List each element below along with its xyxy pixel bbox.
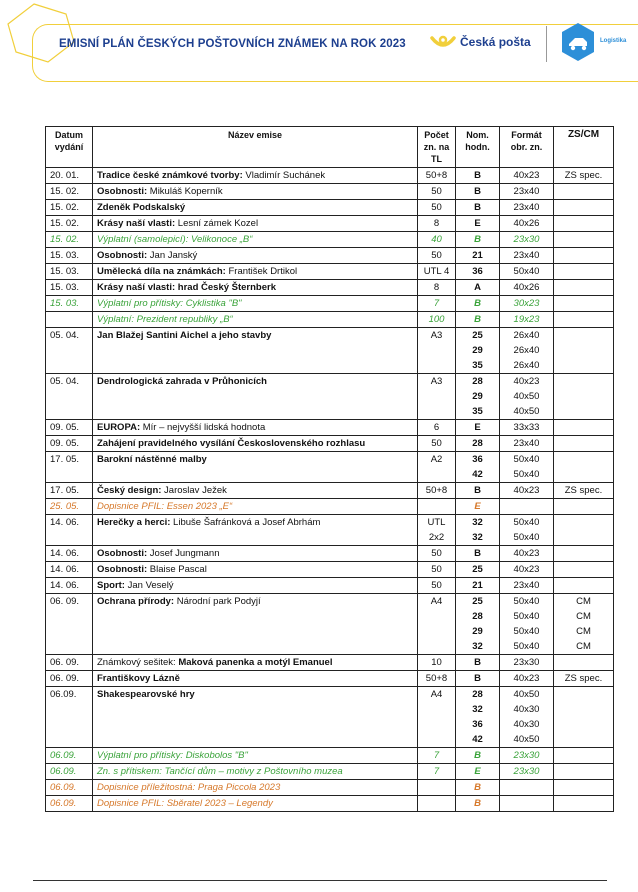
cell-format: 50x40 50x40: [500, 452, 554, 483]
cell-date: 14. 06.: [46, 578, 93, 594]
cell-name: [93, 264, 418, 280]
cell-format: 40x23: [500, 546, 554, 562]
cell-value: E: [456, 764, 500, 780]
name-bold: Jan Blažej Santini Aichel a jeho stavby: [97, 330, 272, 341]
emission-plan-table: [45, 126, 614, 812]
cell-format: 40x26: [500, 216, 554, 232]
table-row: [46, 748, 614, 764]
cell-format: 30x23: [500, 296, 554, 312]
cell-name: [93, 200, 418, 216]
ceska-posta-logo: [430, 32, 531, 52]
page-title: EMISNÍ PLÁN ČESKÝCH POŠTOVNÍCH ZNÁMEK NA ROK 2023: [59, 38, 406, 50]
header-format: Formát obr. zn.: [500, 127, 554, 168]
cell-date: 20. 01.: [46, 168, 93, 184]
table-header-row: [46, 127, 614, 168]
cell-zs: [554, 312, 614, 328]
name-bold: Krásy naší vlasti: hrad Český Šternberk: [97, 282, 277, 293]
cell-count: [418, 499, 456, 515]
name-text: Národní park Podyjí: [174, 596, 261, 607]
name-text: Jaroslav Ježek: [161, 485, 227, 496]
cell-zs: [554, 796, 614, 812]
cell-zs: [554, 546, 614, 562]
cell-count: 50+8: [418, 671, 456, 687]
table-row: [46, 764, 614, 780]
cell-value: B: [456, 671, 500, 687]
name-text: Výplatní pro přítisky: Cyklistika "B": [97, 298, 242, 309]
name-text: František Drtikol: [225, 266, 298, 277]
table-row: [46, 200, 614, 216]
cell-name: [93, 687, 418, 748]
name-bold: Krásy naší vlasti:: [97, 218, 176, 229]
cell-zs: [554, 499, 614, 515]
cell-format: 26x40 26x40 26x40: [500, 328, 554, 374]
table-row: [46, 499, 614, 515]
posthorn-icon: [430, 34, 456, 50]
cell-date: 15. 03.: [46, 264, 93, 280]
cell-zs: [554, 328, 614, 374]
cell-value: E: [456, 216, 500, 232]
name-bold: Sport:: [97, 580, 125, 591]
name-text: Výplatní (samolepicí): Velikonoce „B“: [97, 234, 253, 245]
cell-count: 50: [418, 578, 456, 594]
name-text: Lesní zámek Kozel: [175, 218, 259, 229]
cell-count: A3: [418, 374, 456, 420]
table-row: [46, 483, 614, 499]
cell-zs: [554, 296, 614, 312]
cell-count: 100: [418, 312, 456, 328]
name-bold: Dendrologická zahrada v Průhonicích: [97, 376, 267, 387]
cell-date: 15. 02.: [46, 200, 93, 216]
cell-format: 40x23: [500, 562, 554, 578]
cell-format: 23x40: [500, 184, 554, 200]
name-bold: EUROPA:: [97, 422, 141, 433]
cell-name: [93, 764, 418, 780]
cell-zs: [554, 515, 614, 546]
header-date: Datum vydání: [46, 127, 93, 168]
cell-value: 25: [456, 562, 500, 578]
name-bold: Zdeněk Podskalský: [97, 202, 186, 213]
table-row: [46, 546, 614, 562]
cell-name: [93, 374, 418, 420]
cell-date: 06. 09.: [46, 671, 93, 687]
cell-date: 15. 02.: [46, 216, 93, 232]
cell-zs: [554, 748, 614, 764]
cell-date: 09. 05.: [46, 436, 93, 452]
cell-zs: [554, 764, 614, 780]
cell-date: 09. 05.: [46, 420, 93, 436]
cell-name: [93, 168, 418, 184]
cell-date: 14. 06.: [46, 546, 93, 562]
cell-value: 28: [456, 436, 500, 452]
table-row: [46, 687, 614, 748]
cell-name: [93, 578, 418, 594]
cell-format: 40x23: [500, 168, 554, 184]
cell-value: 25 29 35: [456, 328, 500, 374]
cell-name: [93, 748, 418, 764]
cell-count: 6: [418, 420, 456, 436]
cell-format: 33x33: [500, 420, 554, 436]
cell-date: [46, 312, 93, 328]
table-row: [46, 671, 614, 687]
cell-name: [93, 420, 418, 436]
cell-zs: [554, 184, 614, 200]
cell-value: 28 29 35: [456, 374, 500, 420]
cell-count: 50: [418, 184, 456, 200]
table-row: [46, 452, 614, 483]
cell-value: 21: [456, 578, 500, 594]
footer-divider: [33, 880, 607, 881]
name-text: Jan Veselý: [124, 580, 174, 591]
table-row: [46, 562, 614, 578]
cell-count: 40: [418, 232, 456, 248]
cell-format: 40x23: [500, 483, 554, 499]
cell-count: [418, 796, 456, 812]
cell-value: B: [456, 748, 500, 764]
cell-format: [500, 780, 554, 796]
cell-name: [93, 452, 418, 483]
cell-format: 50x40: [500, 264, 554, 280]
name-prefix: Známkový sešitek:: [97, 657, 179, 668]
cell-zs: [554, 216, 614, 232]
cell-value: B: [456, 546, 500, 562]
cell-zs: ZS spec.: [554, 168, 614, 184]
cell-date: 06.09.: [46, 764, 93, 780]
table-row: [46, 780, 614, 796]
cell-name: [93, 312, 418, 328]
name-bold: Osobnosti:: [97, 186, 148, 197]
cell-count: UTL 2x2: [418, 515, 456, 546]
table-row: [46, 264, 614, 280]
cell-value: 36: [456, 264, 500, 280]
cell-value: 21: [456, 248, 500, 264]
table-row: [46, 420, 614, 436]
name-bold: Osobnosti:: [97, 564, 148, 575]
cell-count: 50+8: [418, 483, 456, 499]
header-value: Nom. hodn.: [456, 127, 500, 168]
cell-format: 23x40: [500, 200, 554, 216]
hexagon-decoration-icon: [4, 2, 78, 64]
cell-format: 40x26: [500, 280, 554, 296]
cell-value: B: [456, 796, 500, 812]
cell-zs: [554, 655, 614, 671]
cell-zs: [554, 264, 614, 280]
header-count: Počet zn. na TL: [418, 127, 456, 168]
table-row: [46, 594, 614, 655]
cell-format: 40x23: [500, 671, 554, 687]
name-bold: Tradice české známkové tvorby:: [97, 170, 243, 181]
table-row: [46, 184, 614, 200]
cell-value: 28 32 36 42: [456, 687, 500, 748]
cell-name: [93, 280, 418, 296]
cell-name: [93, 436, 418, 452]
cell-zs: [554, 280, 614, 296]
name-text: Blaise Pascal: [147, 564, 207, 575]
cell-count: UTL 4: [418, 264, 456, 280]
cell-date: 06.09.: [46, 687, 93, 748]
cell-zs: [554, 687, 614, 748]
name-text: Výplatní pro přítisky: Diskobolos "B": [97, 750, 248, 761]
cell-date: 15. 02.: [46, 184, 93, 200]
cell-value: B: [456, 296, 500, 312]
cell-format: 40x50 40x30 40x30 40x50: [500, 687, 554, 748]
cell-value: B: [456, 780, 500, 796]
table-row: [46, 796, 614, 812]
cell-zs: ZS spec.: [554, 671, 614, 687]
cell-zs: [554, 420, 614, 436]
header-frame: [32, 24, 638, 82]
cell-name: [93, 515, 418, 546]
cell-date: 15. 03.: [46, 296, 93, 312]
table-row: [46, 296, 614, 312]
cell-name: [93, 483, 418, 499]
cell-name: [93, 296, 418, 312]
cell-date: 06.09.: [46, 780, 93, 796]
cell-name: [93, 232, 418, 248]
cell-count: 8: [418, 280, 456, 296]
cell-format: 23x40: [500, 248, 554, 264]
cell-name: [93, 594, 418, 655]
table-row: [46, 655, 614, 671]
cell-date: 05. 04.: [46, 374, 93, 420]
name-text: Vladimír Suchánek: [242, 170, 326, 181]
name-text: Josef Jungmann: [147, 548, 220, 559]
cell-date: 15. 02.: [46, 232, 93, 248]
cell-value: E: [456, 420, 500, 436]
cell-name: [93, 216, 418, 232]
cell-value: B: [456, 655, 500, 671]
cell-zs: [554, 452, 614, 483]
cell-name: [93, 546, 418, 562]
cell-name: [93, 328, 418, 374]
name-bold: Umělecká díla na známkách:: [97, 266, 226, 277]
cell-value: 25 28 29 32: [456, 594, 500, 655]
table-row: [46, 216, 614, 232]
cell-count: [418, 780, 456, 796]
name-text: Výplatní: Prezident republiky „B“: [97, 314, 233, 325]
cell-count: 50+8: [418, 168, 456, 184]
cell-format: 23x30: [500, 232, 554, 248]
cell-format: 40x23 40x50 40x50: [500, 374, 554, 420]
cell-format: 23x30: [500, 655, 554, 671]
cell-count: A3: [418, 328, 456, 374]
cell-date: 15. 03.: [46, 280, 93, 296]
brand-name: Česká pošta: [460, 35, 531, 49]
cell-count: A2: [418, 452, 456, 483]
cell-value: B: [456, 232, 500, 248]
table-row: [46, 436, 614, 452]
table-row: [46, 232, 614, 248]
cell-value: B: [456, 168, 500, 184]
cell-name: [93, 655, 418, 671]
cell-date: 15. 03.: [46, 248, 93, 264]
header-zs: ZS/CM: [554, 127, 614, 168]
header-name: Název emise: [93, 127, 418, 168]
cell-format: 23x40: [500, 436, 554, 452]
cell-name: [93, 248, 418, 264]
cell-value: B: [456, 200, 500, 216]
name-text: Dopisnice PFIL: Essen 2023 „E“: [97, 501, 233, 512]
cell-count: 7: [418, 748, 456, 764]
cell-date: 17. 05.: [46, 483, 93, 499]
cell-value: A: [456, 280, 500, 296]
name-text: Libuše Šafránková a Josef Abrhám: [170, 517, 321, 528]
cell-count: 7: [418, 296, 456, 312]
name-text: Dopisnice příležitostná: Praga Piccola 2023: [97, 782, 281, 793]
name-bold: Shakespearovské hry: [97, 689, 195, 700]
cell-value: 32 32: [456, 515, 500, 546]
name-bold: Ochrana přírody:: [97, 596, 175, 607]
cell-count: 7: [418, 764, 456, 780]
table-row: [46, 280, 614, 296]
table-row: [46, 515, 614, 546]
cell-count: A4: [418, 594, 456, 655]
cell-zs: ZS spec.: [554, 483, 614, 499]
cell-date: 14. 06.: [46, 515, 93, 546]
name-bold: Maková panenka a motýl Emanuel: [178, 657, 333, 668]
table-row: [46, 248, 614, 264]
cell-count: A4: [418, 687, 456, 748]
table-row: [46, 578, 614, 594]
cell-count: 50: [418, 200, 456, 216]
cell-name: [93, 796, 418, 812]
name-text: Jan Janský: [147, 250, 198, 261]
cell-format: 50x40 50x40 50x40 50x40: [500, 594, 554, 655]
name-bold: Barokní nástěnné malby: [97, 454, 207, 465]
cell-count: 50: [418, 562, 456, 578]
logistics-label: Logistika: [600, 38, 627, 44]
cell-count: 50: [418, 248, 456, 264]
cell-name: [93, 184, 418, 200]
cell-zs: [554, 200, 614, 216]
cell-format: 19x23: [500, 312, 554, 328]
cell-value: B: [456, 483, 500, 499]
cell-count: 50: [418, 436, 456, 452]
cell-count: 50: [418, 546, 456, 562]
name-text: Zn. s přítiskem: Tančící dům – motivy z Poštovního muzea: [97, 766, 343, 777]
cell-value: E: [456, 499, 500, 515]
cell-date: 06. 09.: [46, 655, 93, 671]
name-bold: Český design:: [97, 485, 162, 496]
cell-date: 06. 09.: [46, 594, 93, 655]
cell-date: 25. 05.: [46, 499, 93, 515]
name-bold: Osobnosti:: [97, 548, 148, 559]
cell-zs: CM CM CM CM: [554, 594, 614, 655]
table-row: [46, 312, 614, 328]
table-row: [46, 168, 614, 184]
cell-format: 50x40 50x40: [500, 515, 554, 546]
cell-value: 36 42: [456, 452, 500, 483]
cell-format: 23x30: [500, 748, 554, 764]
cell-format: [500, 499, 554, 515]
cell-format: 23x30: [500, 764, 554, 780]
cell-name: [93, 562, 418, 578]
name-text: Mikuláš Koperník: [147, 186, 223, 197]
cell-zs: [554, 436, 614, 452]
cell-zs: [554, 248, 614, 264]
cell-date: 14. 06.: [46, 562, 93, 578]
cell-name: [93, 780, 418, 796]
cell-zs: [554, 578, 614, 594]
cell-date: 06.09.: [46, 796, 93, 812]
table-row: [46, 374, 614, 420]
cell-name: [93, 499, 418, 515]
cell-count: 10: [418, 655, 456, 671]
cell-date: 05. 04.: [46, 328, 93, 374]
cell-format: 23x40: [500, 578, 554, 594]
cell-zs: [554, 562, 614, 578]
name-bold: Zahájení pravidelného vysílání Československého rozhlasu: [97, 438, 366, 449]
logo-divider: [546, 26, 547, 62]
name-text: Dopisnice PFIL: Sběratel 2023 – Legendy: [97, 798, 273, 809]
cell-zs: [554, 780, 614, 796]
cell-name: [93, 671, 418, 687]
name-bold: Františkovy Lázně: [97, 673, 180, 684]
cell-value: B: [456, 184, 500, 200]
logistics-logo-icon: [560, 22, 596, 62]
cell-count: 8: [418, 216, 456, 232]
cell-zs: [554, 374, 614, 420]
cell-value: B: [456, 312, 500, 328]
cell-format: [500, 796, 554, 812]
cell-zs: [554, 232, 614, 248]
name-bold: Osobnosti:: [97, 250, 148, 261]
cell-date: 17. 05.: [46, 452, 93, 483]
name-bold: Herečky a herci:: [97, 517, 171, 528]
name-text: Mír – nejvyšší lidská hodnota: [140, 422, 266, 433]
cell-date: 06.09.: [46, 748, 93, 764]
table-row: [46, 328, 614, 374]
